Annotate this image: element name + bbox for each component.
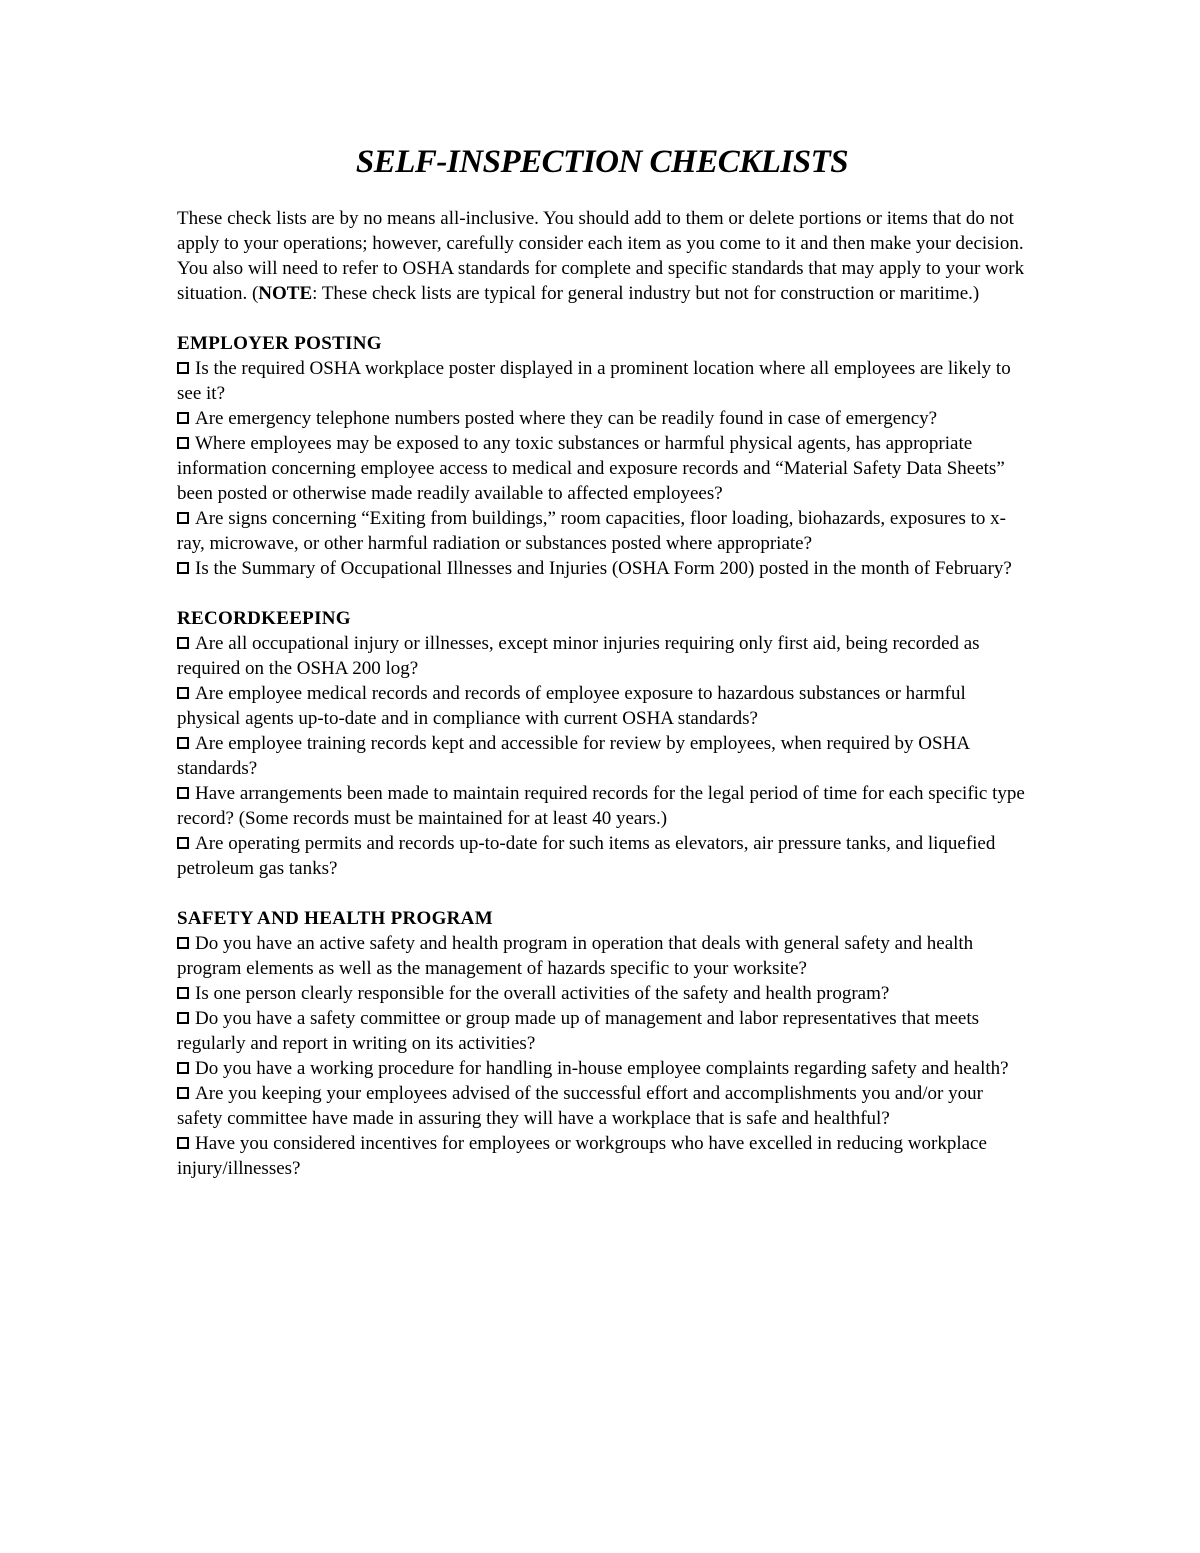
section-heading: EMPLOYER POSTING <box>177 333 382 354</box>
section-heading: SAFETY AND HEALTH PROGRAM <box>177 908 493 929</box>
checkbox-icon[interactable] <box>177 637 189 649</box>
checklist-item <box>177 406 1027 431</box>
document-page <box>177 140 1027 1206</box>
checklist-item <box>177 1131 1027 1181</box>
checkbox-icon[interactable] <box>177 987 189 999</box>
checklist-item-text: Do you have a working procedure for handling in-house employee complaints regarding safety and health? <box>195 1058 1009 1079</box>
checkbox-icon[interactable] <box>177 412 189 424</box>
checklist-item <box>177 681 1027 731</box>
intro-text-end: : These check lists are typical for general industry but not for construction or maritime.) <box>312 283 980 304</box>
checklist-item-text: Is the required OSHA workplace poster displayed in a prominent location where all employees are likely to see it? <box>177 358 1011 404</box>
checklist-item <box>177 781 1027 831</box>
checklist-item-text: Are operating permits and records up-to-date for such items as elevators, air pressure tanks, and liquefied petroleum gas tanks? <box>177 833 996 879</box>
checkbox-icon[interactable] <box>177 937 189 949</box>
checkbox-icon[interactable] <box>177 1087 189 1099</box>
checklist-item <box>177 1081 1027 1131</box>
checklist-item-text: Do you have an active safety and health program in operation that deals with general safety and health program elements as well as the management of hazards specific to your worksite? <box>177 933 974 979</box>
note-label: NOTE <box>258 283 313 304</box>
checkbox-icon[interactable] <box>177 687 189 699</box>
intro-paragraph <box>177 206 1027 306</box>
checkbox-icon[interactable] <box>177 1012 189 1024</box>
checklist-item-text: Are signs concerning “Exiting from buildings,” room capacities, floor loading, biohazards, exposures to x-ray, microwave, or other harmful radiation or substances posted where appropriate? <box>177 508 1006 554</box>
section-safety-and-health-program <box>177 906 1027 1181</box>
checkbox-icon[interactable] <box>177 837 189 849</box>
checklist-item <box>177 556 1027 581</box>
checklist-item-text: Are all occupational injury or illnesses, except minor injuries requiring only first aid, being recorded as required on the OSHA 200 log? <box>177 633 980 679</box>
checkbox-icon[interactable] <box>177 362 189 374</box>
checkbox-icon[interactable] <box>177 1137 189 1149</box>
checkbox-icon[interactable] <box>177 1062 189 1074</box>
checklist-item <box>177 831 1027 881</box>
checklist-item-text: Have you considered incentives for employees or workgroups who have excelled in reducing workplace injury/illnesses? <box>177 1133 987 1179</box>
checkbox-icon[interactable] <box>177 437 189 449</box>
checklist-item-text: Is one person clearly responsible for the overall activities of the safety and health program? <box>195 983 890 1004</box>
checklist-item-text: Is the Summary of Occupational Illnesses and Injuries (OSHA Form 200) posted in the month of February? <box>195 558 1012 579</box>
checkbox-icon[interactable] <box>177 562 189 574</box>
checklist-item <box>177 631 1027 681</box>
checklist-item <box>177 431 1027 506</box>
checklist-item-text: Are emergency telephone numbers posted where they can be readily found in case of emergency? <box>195 408 938 429</box>
section-recordkeeping <box>177 606 1027 881</box>
checklist-item-text: Where employees may be exposed to any toxic substances or harmful physical agents, has appropriate information concerning employee access to medical and exposure records and “Material Safety Data Sheets” been posted or otherwise made readily available to affected employees? <box>177 433 1005 504</box>
checkbox-icon[interactable] <box>177 737 189 749</box>
checklist-item <box>177 731 1027 781</box>
checkbox-icon[interactable] <box>177 512 189 524</box>
checklist-item <box>177 981 1027 1006</box>
checklist-item-text: Do you have a safety committee or group made up of management and labor representatives that meets regularly and report in writing on its activities? <box>177 1008 980 1054</box>
checklist-item <box>177 506 1027 556</box>
section-heading: RECORDKEEPING <box>177 608 351 629</box>
section-employer-posting <box>177 331 1027 581</box>
checklist-item <box>177 356 1027 406</box>
checklist-item <box>177 1006 1027 1056</box>
page-title: SELF-INSPECTION CHECKLISTS <box>355 144 849 180</box>
checklist-item <box>177 1056 1027 1081</box>
checklist-item-text: Are employee medical records and records of employee exposure to hazardous substances or harmful physical agents up-to-date and in compliance with current OSHA standards? <box>177 683 966 729</box>
intro-text-start: These check lists are by no means all-inclusive. You should add to them or delete portions or items that do not apply to your operations; however, carefully consider each item as you come to it and then make your decision. You also will need to refer to OSHA standards for complete and specific standards that may apply to your work situation. ( <box>177 208 1025 304</box>
checklist-item-text: Have arrangements been made to maintain required records for the legal period of time for each specific type record? (Some records must be maintained for at least 40 years.) <box>177 783 1025 829</box>
checklist-item <box>177 931 1027 981</box>
checklist-item-text: Are you keeping your employees advised of the successful effort and accomplishments you and/or your safety committee have made in assuring they will have a workplace that is safe and healthful? <box>177 1083 983 1129</box>
checkbox-icon[interactable] <box>177 787 189 799</box>
checklist-item-text: Are employee training records kept and accessible for review by employees, when required by OSHA standards? <box>177 733 969 779</box>
